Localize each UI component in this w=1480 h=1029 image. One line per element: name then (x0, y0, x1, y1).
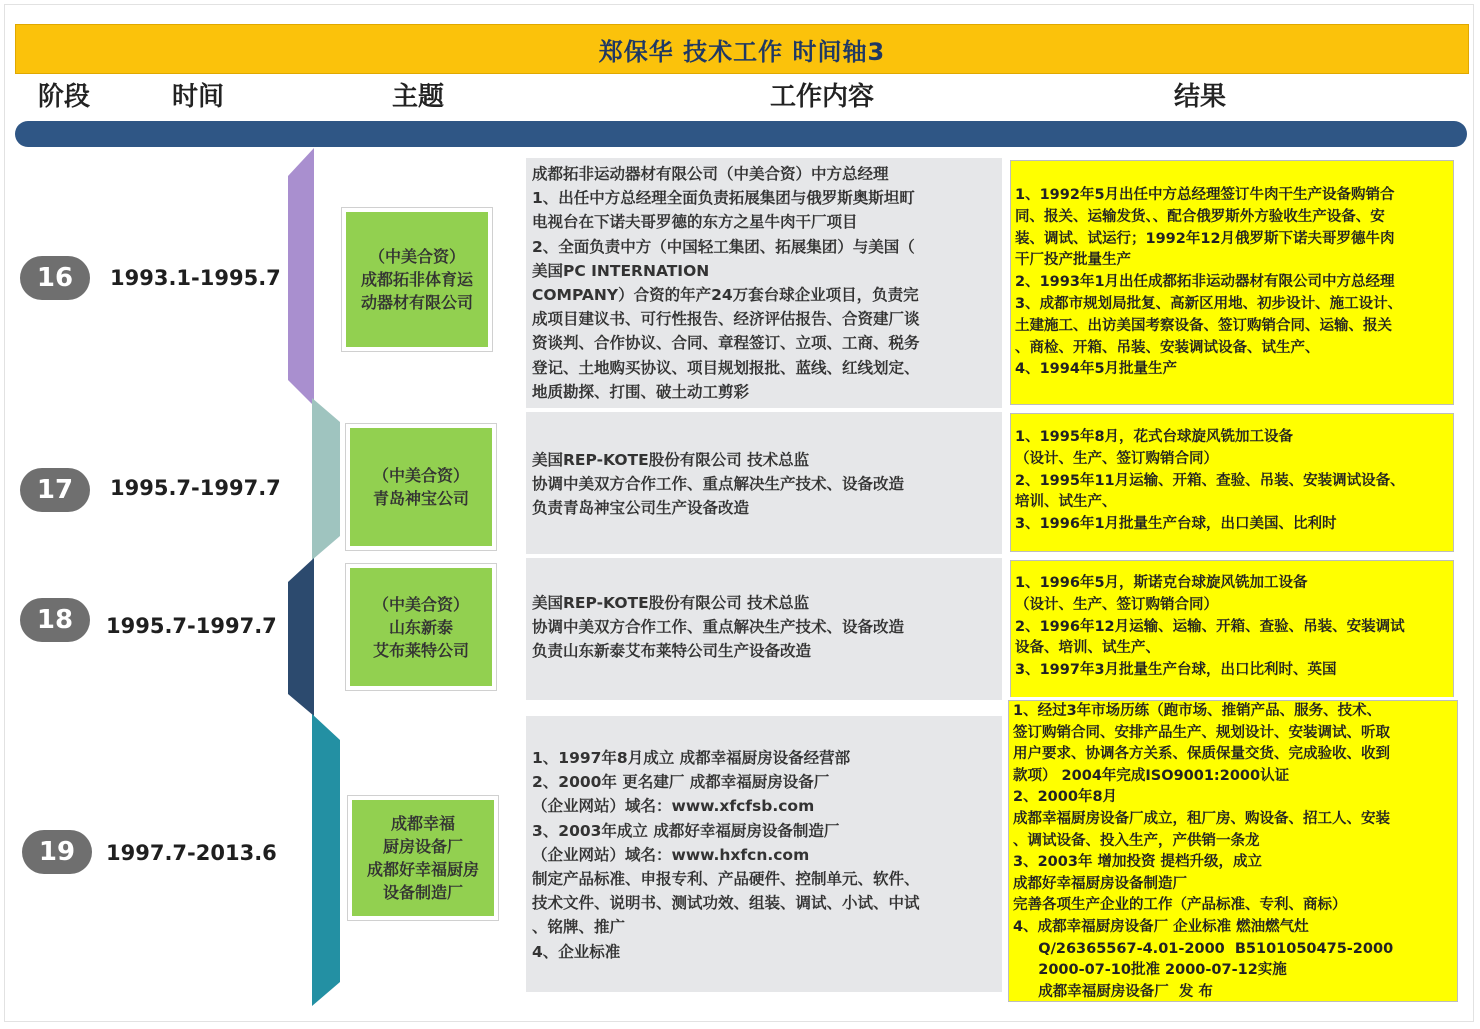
topic-box (348, 796, 498, 920)
result-line: 成都好幸福厨房设备制造厂 (1013, 875, 1187, 892)
timeline-segment-17 (312, 396, 342, 562)
header-result: 结果 (1174, 82, 1227, 112)
work-line: 协调中美双方合作工作、重点解决生产技术、设备改造 (532, 475, 905, 494)
result-line: 3、成都市规划局批复、高新区用地、初步设计、施工设计、 (1015, 295, 1403, 312)
topic-line: （中美合资） (372, 594, 469, 614)
topic-line: 成都幸福 (390, 814, 455, 833)
result-line: 、商检、开箱、吊装、安装调试设备、试生产、 (1015, 339, 1320, 356)
work-line: 1、出任中方总经理全面负责拓展集团与俄罗斯奥斯坦町 (532, 189, 915, 208)
work-line: 技术文件、说明书、测试功效、组装、调试、小试、中试 (532, 894, 920, 913)
timeline-segment-19 (312, 712, 342, 1008)
work-line: 美国REP-KOTE股份有限公司 技术总监 (532, 451, 810, 469)
result-line: 款项） 2004年完成ISO9001:2000认证 (1013, 767, 1290, 784)
period-label: 1995.7-1997.7 (110, 476, 281, 500)
result-line: 1、1996年5月，斯诺克台球旋风铣加工设备 (1015, 575, 1308, 591)
topic-line: （中美合资） (368, 247, 465, 266)
result-line: （设计、生产、签订购销合同） (1015, 450, 1218, 467)
topic-line: 成都拓非体育运 (360, 270, 473, 289)
result-box (1010, 413, 1454, 552)
result-line: 土建施工、出访美国考察设备、签订购销合同、运输、报关 (1015, 317, 1392, 334)
work-line: 成都拓非运动器材有限公司（中美合资）中方总经理 (532, 165, 889, 183)
work-line: 美国PC INTERNATION (532, 261, 710, 280)
topic-box (346, 564, 496, 690)
work-line: COMPANY）合资的年产24万套台球企业项目，负责完 (532, 286, 919, 305)
topic-line: 动器材有限公司 (360, 293, 473, 312)
result-line: 1、1995年8月，花式台球旋风铣加工设备 (1015, 429, 1294, 445)
work-line: 2、全面负责中方（中国轻工集团、拓展集团）与美国（ (532, 237, 915, 256)
period-label: 1997.7-2013.6 (106, 841, 277, 865)
result-line: 1、1992年5月出任中方总经理签订牛肉干生产设备购销合 (1015, 187, 1395, 203)
work-line: 成项目建议书、可行性报告、经济评估报告、合资建厂谈 (532, 310, 920, 329)
header-content: 工作内容 (770, 82, 875, 112)
result-box (1008, 700, 1458, 1002)
work-line: （企业网站）域名：www.xfcfsb.com (532, 797, 815, 816)
work-content-box (526, 716, 1002, 992)
result-line: 装、调试、试运行；1992年12月俄罗斯下诺夫哥罗德牛肉 (1015, 230, 1395, 247)
work-line: 、铭牌、推广 (532, 918, 626, 937)
work-content-box (526, 558, 1002, 700)
page-title: 郑保华 技术工作 时间轴3 (15, 24, 1469, 74)
topic-box (346, 424, 496, 550)
topic-line: 青岛神宝公司 (372, 489, 469, 508)
work-line: 资谈判、合作协议、合同、章程签订、立项、工商、税务 (532, 334, 920, 353)
stage-badge: 18 (20, 598, 90, 642)
period-label: 1993.1-1995.7 (110, 266, 281, 290)
header-time: 时间 (172, 82, 225, 112)
result-line: 成都幸福厨房设备厂成立，租厂房、购设备、招工人、安装 (1013, 810, 1390, 827)
header-topic: 主题 (392, 82, 445, 112)
timeline-segment-16 (288, 146, 318, 408)
work-line: 3、2003年成立 成都好幸福厨房设备制造厂 (532, 821, 840, 840)
result-line: 3、1997年3月批量生产台球，出口比利时、英国 (1015, 662, 1337, 679)
result-line: （设计、生产、签订购销合同） (1015, 596, 1218, 613)
result-line: 同、报关、运输发货、、配合俄罗斯外方验收生产设备、安 (1015, 208, 1385, 225)
work-line: 电视台在下诺夫哥罗德的东方之星牛肉干厂项目 (532, 213, 858, 232)
result-line: 3、2003年 增加投资 提档升级，成立 (1013, 854, 1263, 871)
result-line: 2、1995年11月运输、开箱、查验、吊装、安装调试设备、 (1015, 472, 1405, 489)
work-line: 2、2000年 更名建厂 成都幸福厨房设备厂 (532, 773, 830, 792)
result-line: Q/26365567-4.01-2000 B5101050475-2000 (1013, 940, 1394, 957)
result-line: 3、1996年1月批量生产台球，出口美国、比利时 (1015, 516, 1337, 533)
work-line: 1、1997年8月成立 成都幸福厨房设备经营部 (532, 749, 851, 767)
work-line: 负责山东新泰艾布莱特公司生产设备改造 (532, 642, 812, 661)
result-line: 1、经过3年市场历练（跑市场、推销产品、服务、技术、 (1013, 703, 1382, 719)
result-line: 2、1996年12月运输、运输、开箱、查验、吊装、安装调试 (1015, 618, 1405, 635)
result-line: 签订购销合同、安排产品生产、规划设计、安装调试、听取 (1013, 724, 1390, 741)
period-label: 1995.7-1997.7 (106, 614, 277, 638)
work-line: 地质勘探、打围、破土动工剪彩 (532, 382, 750, 401)
result-line: 完善各项生产企业的工作（产品标准、专利、商标） (1013, 897, 1347, 914)
work-line: 登记、土地购买协议、项目规划报批、蓝线、红线划定、 (532, 358, 920, 377)
work-line: 制定产品标准、申报专利、产品硬件、控制单元、软件、 (532, 870, 920, 889)
topic-line: 山东新泰 (388, 617, 453, 637)
topic-line: 成都好幸福厨房 (366, 860, 479, 879)
topic-line: 厨房设备厂 (382, 837, 463, 856)
result-line: 设备、培训、试生产、 (1015, 640, 1160, 657)
result-box (1010, 560, 1454, 698)
result-line: 用户要求、协调各方关系、保质保量交货、完成验收、收到 (1013, 746, 1390, 763)
work-content-box (526, 412, 1002, 554)
stage-badge: 16 (20, 256, 90, 300)
stage-badge: 19 (22, 830, 92, 874)
result-line: 2、2000年8月 (1013, 789, 1118, 806)
result-line: 2000-07-10批准 2000-07-12实施 (1013, 962, 1287, 979)
topic-line: 艾布莱特公司 (372, 640, 469, 660)
stage-badge: 17 (20, 468, 90, 512)
work-line: 4、企业标准 (532, 942, 621, 961)
result-line: 4、成都幸福厨房设备厂 企业标准 燃油燃气灶 (1013, 918, 1309, 935)
topic-line: 设备制造厂 (382, 883, 463, 902)
timeline-rail (15, 121, 1467, 147)
work-line: （企业网站）域名：www.hxfcn.com (532, 845, 810, 864)
header-stage: 阶段 (38, 82, 91, 112)
topic-line: （中美合资） (372, 466, 469, 485)
result-line: 、调试设备、投入生产，产供销一条龙 (1013, 832, 1260, 849)
result-line: 成都幸福厨房设备厂 发 布 (1013, 983, 1213, 1000)
timeline-segment-18 (288, 556, 318, 718)
work-line: 负责青岛神宝公司生产设备改造 (532, 499, 750, 518)
result-line: 2、1993年1月出任成都拓非运动器材有限公司中方总经理 (1015, 274, 1395, 291)
result-line: 4、1994年5月批量生产 (1015, 361, 1178, 378)
work-content-box (526, 158, 1002, 408)
result-box (1010, 160, 1454, 405)
work-line: 美国REP-KOTE股份有限公司 技术总监 (532, 594, 810, 612)
result-line: 培训、试生产、 (1015, 494, 1117, 511)
work-line: 协调中美双方合作工作、重点解决生产技术、设备改造 (532, 618, 905, 637)
topic-box (342, 208, 492, 351)
result-line: 干厂投产批量生产 (1015, 252, 1131, 269)
